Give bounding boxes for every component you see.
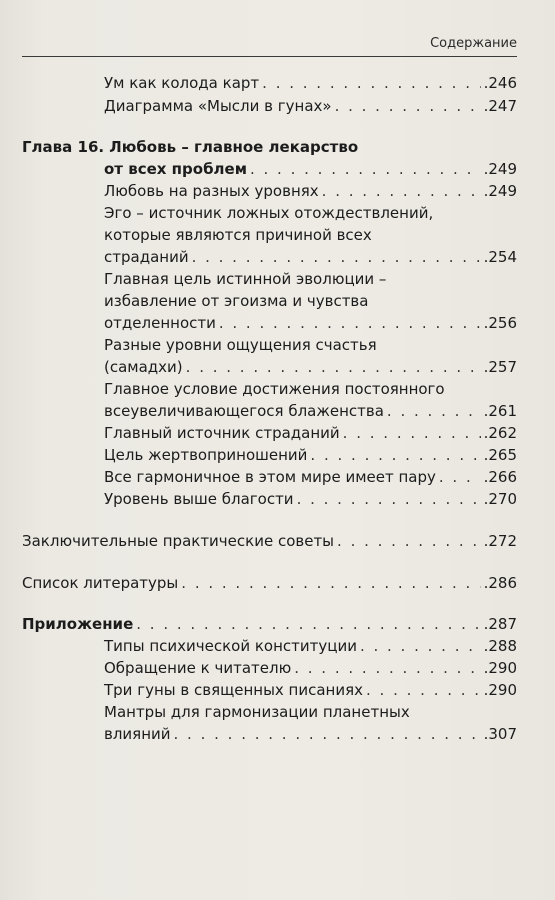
toc-entry-title: Приложение <box>22 615 134 633</box>
leader-dots <box>366 679 481 701</box>
toc-entry-title: Три гуны в священных писаниях <box>104 681 364 699</box>
toc-entry[interactable] <box>22 530 517 552</box>
toc-entry-title: отделенности <box>104 314 216 332</box>
toc-entry[interactable] <box>104 444 517 466</box>
toc-page-number: .290 <box>483 681 517 699</box>
toc-entry-title: влияний <box>104 725 171 743</box>
leader-dots <box>310 444 480 466</box>
leader-dots <box>439 466 481 488</box>
toc-page-number: .247 <box>483 97 517 115</box>
toc-entry-title: Любовь на разных уровнях <box>104 182 319 200</box>
leader-dots <box>262 72 480 94</box>
leader-dots <box>343 422 481 444</box>
leader-dots <box>219 312 481 334</box>
toc-page-number: .286 <box>483 574 517 592</box>
toc-entry-title: (самадхи) <box>104 358 183 376</box>
toc-entry-title[interactable]: Главное условие достижения постоянного <box>104 380 445 398</box>
toc-entry[interactable] <box>104 679 517 701</box>
toc-page-number: .287 <box>483 615 517 633</box>
toc-entry-title: Список литературы <box>22 574 179 592</box>
header-rule <box>22 56 517 57</box>
toc-page-number: .270 <box>483 490 517 508</box>
toc-entry-title[interactable]: Мантры для гармонизации планетных <box>104 703 410 721</box>
toc-entry[interactable] <box>104 312 517 334</box>
toc-entry-title: всеувеличивающегося блаженства <box>104 402 384 420</box>
toc-entry[interactable] <box>104 488 517 510</box>
chapter-title-line[interactable]: Глава 16. Любовь – главное лекарство <box>22 138 359 156</box>
toc-entry-title: Все гармоничное в этом мире имеет пару <box>104 468 436 486</box>
toc-page-number: .249 <box>483 160 517 178</box>
toc-page-number: .249 <box>483 182 517 200</box>
leader-dots <box>387 400 481 422</box>
toc-entry-title[interactable]: избавление от эгоизма и чувства <box>104 292 369 310</box>
toc-entry-title: Обращение к читателю <box>104 659 292 677</box>
toc-entry-title: Диаграмма «Мысли в гунах» <box>104 97 332 115</box>
toc-entry[interactable] <box>104 400 517 422</box>
toc-entry-title: Ум как колода карт <box>104 74 260 92</box>
leader-dots <box>337 530 481 552</box>
toc-page-number: .254 <box>483 248 517 266</box>
leader-dots <box>136 613 480 635</box>
toc-entry-title[interactable]: которые являются причиной всех <box>104 226 372 244</box>
toc-entry-title[interactable]: Эго – источник ложных отождествлений, <box>104 204 434 222</box>
toc-page-number: .266 <box>483 468 517 486</box>
toc-page-number: .307 <box>483 725 517 743</box>
toc-entry[interactable] <box>104 356 517 378</box>
toc-entry[interactable] <box>104 180 517 202</box>
toc-page-number: .256 <box>483 314 517 332</box>
toc-entry[interactable] <box>104 466 517 488</box>
toc-entry[interactable] <box>104 657 517 679</box>
toc-entry[interactable] <box>22 572 517 594</box>
toc-entry-title[interactable]: Разные уровни ощущения счастья <box>104 336 377 354</box>
toc-entry-title: страданий <box>104 248 189 266</box>
toc-entry-title: Уровень выше благости <box>104 490 294 508</box>
toc-entry[interactable] <box>104 158 517 180</box>
leader-dots <box>186 356 481 378</box>
toc-entry[interactable] <box>104 246 517 268</box>
toc-entry[interactable] <box>22 613 517 635</box>
toc-page-number: .257 <box>483 358 517 376</box>
toc-entry-title: Типы психической конституции <box>104 637 357 655</box>
toc-page-number: .246 <box>483 74 517 92</box>
toc-entry-title[interactable]: Главная цель истинной эволюции – <box>104 270 387 288</box>
leader-dots <box>335 95 481 117</box>
leader-dots <box>181 572 480 594</box>
toc-entry-title: Цель жертвоприношений <box>104 446 308 464</box>
leader-dots <box>174 723 481 745</box>
toc-entry[interactable] <box>104 723 517 745</box>
leader-dots <box>294 657 480 679</box>
toc-page-number: .265 <box>483 446 517 464</box>
leader-dots <box>297 488 481 510</box>
toc-page-number: .261 <box>483 402 517 420</box>
toc-entry[interactable] <box>104 72 517 94</box>
leader-dots <box>250 158 481 180</box>
toc-entry[interactable] <box>104 422 517 444</box>
toc-entry[interactable] <box>104 95 517 117</box>
leader-dots <box>360 635 481 657</box>
running-header: Содержание <box>430 36 517 51</box>
chapter-title-line: от всех проблем <box>104 160 247 178</box>
toc-entry-title: Главный источник страданий <box>104 424 340 442</box>
toc-entry-title: Заключительные практические советы <box>22 532 335 550</box>
leader-dots <box>192 246 481 268</box>
toc-page-number: .288 <box>483 637 517 655</box>
toc-page-number: .290 <box>483 659 517 677</box>
toc-entry[interactable] <box>104 635 517 657</box>
leader-dots <box>322 180 481 202</box>
toc-page-number: .262 <box>483 424 517 442</box>
toc-page-number: .272 <box>483 532 517 550</box>
